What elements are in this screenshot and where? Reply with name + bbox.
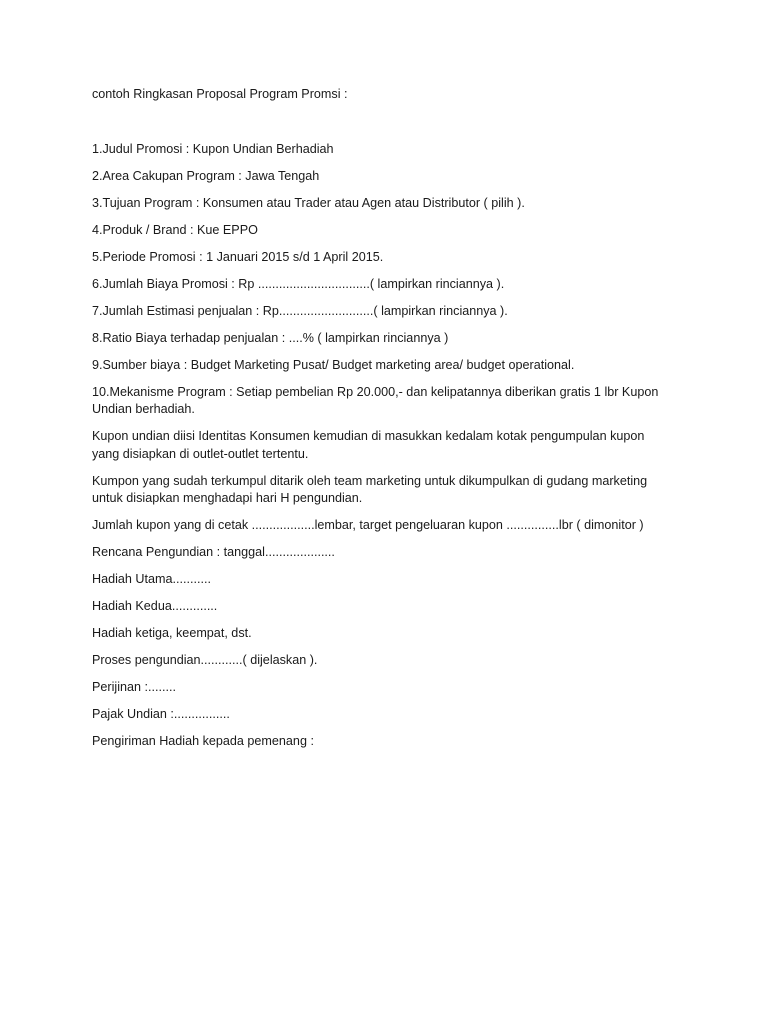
item-periode-promosi: 5.Periode Promosi : 1 Januari 2015 s/d 1 April 2015.	[92, 249, 384, 264]
detail-perijinan: Perijinan :........	[92, 680, 176, 694]
item-sumber-biaya: 9.Sumber biaya : Budget Marketing Pusat/ Budget marketing area/ budget operational.	[92, 357, 575, 372]
kumpon-line-2: untuk disiapkan menghadapi hari H pengundian.	[92, 491, 363, 505]
detail-hadiah-ketiga: Hadiah ketiga, keempat, dst.	[92, 626, 252, 640]
item-jumlah-biaya: 6.Jumlah Biaya Promosi : Rp ................................( lampirkan rinciannya ).	[92, 276, 505, 291]
kupon-line-1: Kupon undian diisi Identitas Konsumen kemudian di masukkan kedalam kotak pengumpulan kupon	[92, 429, 645, 443]
detail-rencana-pengundian: Rencana Pengundian : tanggal....................	[92, 545, 335, 559]
kupon-line-2: yang disiapkan di outlet-outlet tertentu.	[92, 446, 309, 461]
item-tujuan-program: 3.Tujuan Program : Konsumen atau Trader atau Agen atau Distributor ( pilih ).	[92, 195, 525, 210]
item-ratio-biaya: 8.Ratio Biaya terhadap penjualan : ....% ( lampirkan rinciannya )	[92, 330, 449, 345]
item-mekanisme-program	[92, 384, 682, 419]
detail-proses-pengundian: Proses pengundian............( dijelaskan ).	[92, 653, 318, 667]
kumpon-line-1: Kumpon yang sudah terkumpul ditarik oleh team marketing untuk dikumpulkan di gudang marketing	[92, 473, 648, 488]
detail-hadiah-kedua: Hadiah Kedua.............	[92, 599, 218, 613]
paragraph-kupon-undian	[92, 428, 682, 463]
item-area-cakupan: 2.Area Cakupan Program : Jawa Tengah	[92, 168, 320, 183]
document-body	[92, 86, 692, 760]
detail-jumlah-kupon: Jumlah kupon yang di cetak ..................lembar, target pengeluaran kupon ...............lbr ( dimonitor )	[92, 518, 644, 532]
detail-hadiah-utama: Hadiah Utama...........	[92, 572, 211, 586]
detail-pajak-undian: Pajak Undian :................	[92, 707, 230, 721]
document-title: contoh Ringkasan Proposal Program Promsi :	[92, 87, 348, 101]
item-estimasi-penjualan: 7.Jumlah Estimasi penjualan : Rp...........................( lampirkan rinciannya ).	[92, 303, 508, 318]
mekanisme-line-2: Undian berhadiah.	[92, 402, 195, 416]
detail-pengiriman-hadiah: Pengiriman Hadiah kepada pemenang :	[92, 734, 314, 748]
paragraph-kumpon-terkumpul	[92, 473, 682, 508]
item-judul-promosi: 1.Judul Promosi : Kupon Undian Berhadiah	[92, 141, 334, 156]
item-produk-brand: 4.Produk / Brand : Kue EPPO	[92, 222, 258, 237]
mekanisme-line-1: 10.Mekanisme Program : Setiap pembelian Rp 20.000,- dan kelipatannya diberikan gratis 1 lbr Kupon	[92, 384, 659, 399]
